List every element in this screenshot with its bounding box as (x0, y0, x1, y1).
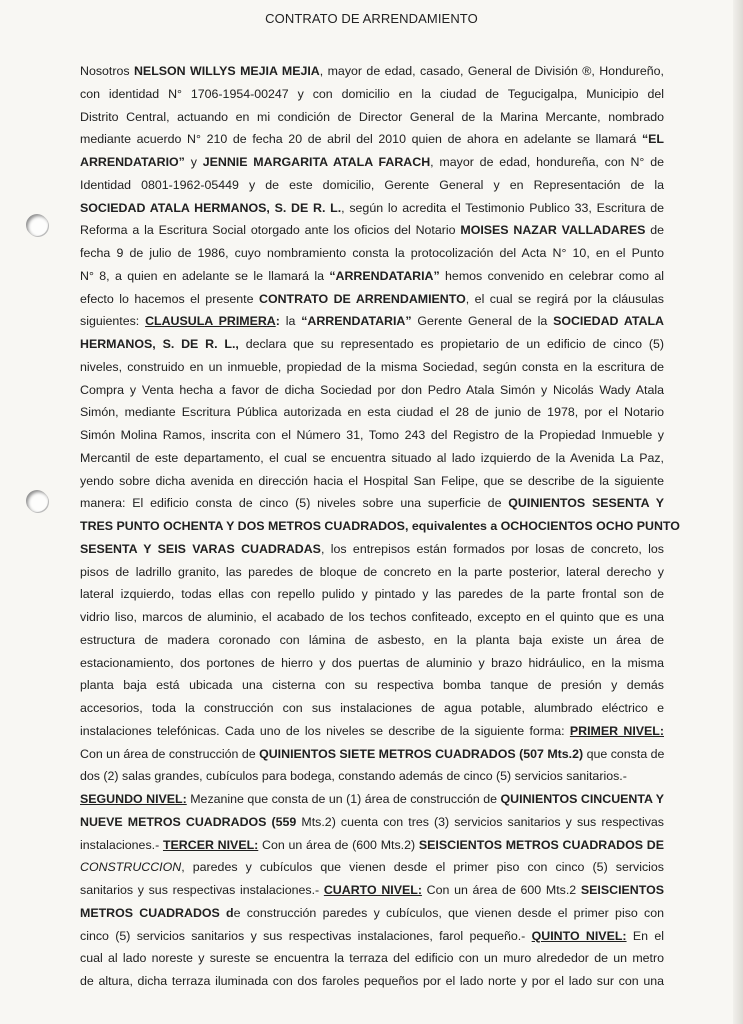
text-segment: “ARRENDATARIA” (329, 268, 440, 283)
text-line (80, 151, 664, 174)
text-segment: Nosotros (80, 64, 134, 78)
text-line (80, 720, 664, 743)
text-line (80, 401, 664, 424)
text-line (80, 765, 664, 788)
text-line (80, 970, 664, 993)
text-line (80, 629, 664, 652)
text-segment: y (184, 155, 203, 169)
text-segment: fecha 9 de julio de 1986, cuyo nombramiento consta la protocolización del Acta N° 10, en el Punto (80, 246, 664, 260)
text-line (80, 652, 664, 675)
text-line (80, 333, 664, 356)
text-line (80, 197, 664, 220)
text-line (80, 174, 664, 197)
text-segment: estructura de madera coronado con lámina de asbesto, en la planta baja existe un área de (80, 632, 664, 647)
text-line (80, 947, 664, 970)
text-segment: Identidad 0801-1962-05449 y de este domicilio, Gerente General y en Representación de la (80, 177, 664, 192)
text-segment: : (275, 314, 280, 329)
text-segment: Distrito Central, actuando en mi condición de Director General de la Marina Mercante, nombrado (80, 109, 664, 124)
text-segment: QUINIENTOS CINCUENTA Y (500, 792, 665, 806)
text-line (80, 83, 664, 106)
text-line (80, 925, 664, 948)
text-line (80, 310, 664, 333)
text-line (80, 561, 664, 584)
text-segment: Mezanine que consta de un (1) área de construcción de (186, 792, 501, 806)
text-segment: SESENTA Y SEIS VARAS CUADRADAS (80, 541, 321, 556)
text-segment: MOISES NAZAR VALLADARES (460, 223, 646, 238)
text-segment: NUEVE METROS CUADRADOS (559 (80, 814, 297, 829)
text-line (80, 242, 664, 265)
text-segment: Simón Molina Ramos, inscrita con el Número 31, Tomo 243 del Registro de la Propiedad Inmueble y (80, 428, 664, 442)
text-segment: CONTRATO DE ARRENDAMIENTO (259, 291, 466, 306)
text-segment: yendo sobre dicha avenida en dirección hacia el Hospital San Felipe, que se describe de la siguiente (80, 473, 664, 488)
text-line (80, 811, 664, 834)
text-line (80, 60, 664, 83)
punch-hole-top (26, 214, 48, 236)
text-segment: HERMANOS, S. DE R. L., (80, 337, 239, 351)
text-segment: , el cual se regirá por la cláusulas (465, 291, 664, 306)
text-line (80, 583, 664, 606)
text-segment: PRIMER NIVEL: (569, 723, 664, 738)
text-segment: En el (626, 928, 664, 943)
text-segment: la (279, 314, 302, 329)
text-segment: cual al lado noreste y sureste se encuentra la terraza del edificio con un muro alrededor de un metro (80, 951, 664, 966)
text-segment: Con un área de (600 Mts.2) (258, 837, 419, 852)
text-line (80, 902, 664, 925)
text-line (80, 219, 664, 242)
text-line (80, 743, 664, 766)
text-segment: e construcción paredes y cubículos, que vienen desde el primer piso con (233, 905, 665, 920)
text-segment: con identidad N° 1706-1954-00247 y con domicilio en la ciudad de Tegucigalpa, Municipio del (80, 86, 664, 101)
text-segment: sanitarios y sus respectivas instalaciones.- (80, 883, 324, 897)
text-segment: accesorios, toda la construcción con sus instalaciones de agua potable, alumbrado eléctrico e (80, 701, 664, 715)
text-segment: SOCIEDAD ATALA (553, 314, 664, 329)
text-segment: ARRENDATARIO” (80, 155, 185, 169)
text-segment: Con un área de 600 Mts.2 (421, 883, 581, 897)
text-segment: QUINTO NIVEL: (531, 928, 627, 943)
text-segment: dos (2) salas grandes, cubículos para bodega, constando además de cinco (5) servicios sanitarios.- (80, 769, 627, 784)
text-line (80, 538, 664, 561)
text-segment: CLAUSULA PRIMERA (145, 314, 276, 329)
text-segment: TRES PUNTO OCHENTA Y DOS METROS CUADRADOS, equivalentes a OCHOCIENTOS OCHO PUNTO (80, 519, 680, 533)
text-segment: niveles, construido en un inmueble, propiedad de la misma Sociedad, según consta en la escritura de (80, 359, 664, 374)
text-segment: cinco (5) servicios sanitarios y sus respectivas instalaciones, farol pequeño.- (80, 928, 532, 943)
text-line (80, 106, 664, 129)
text-line (80, 856, 664, 879)
text-segment: de (645, 223, 664, 238)
text-segment: CUARTO NIVEL: (323, 883, 422, 897)
text-line (80, 606, 664, 629)
text-line (80, 492, 664, 515)
text-segment: QUINIENTOS SIETE METROS CUADRADOS (507 Mts.2) (259, 746, 584, 761)
text-segment: METROS CUADRADOS d (80, 905, 234, 920)
text-segment: JENNIE MARGARITA ATALA FARACH (202, 155, 431, 169)
text-segment: , mayor de edad, casado, General de División ®, Hondureño, (319, 64, 664, 78)
text-segment: SEISCIENTOS METROS CUADRADOS DE (418, 837, 664, 852)
text-segment: instalaciones telefónicas. Cada uno de los niveles se describe de la siguiente forma: (80, 723, 570, 738)
text-line (80, 356, 664, 379)
page-edge-shadow (733, 0, 743, 1024)
text-segment: , los entrepisos están formados por losas de concreto, los (320, 541, 664, 556)
text-segment: N° 8, a quien en adelante se le llamará la (80, 268, 330, 283)
text-segment: Mts.2) cuenta con tres (3) servicios sanitarios y sus respectivas (296, 814, 664, 829)
text-segment: estacionamiento, dos portones de hierro y dos puertas de aluminio y brazo hidráulico, en la misma (80, 655, 664, 670)
text-line (80, 424, 664, 447)
text-segment: Gerente General de la (411, 314, 554, 329)
text-segment: SEGUNDO NIVEL: (80, 792, 187, 806)
text-segment: , según lo acredita el Testimonio Publico 33, Escritura de (341, 200, 664, 215)
text-line (80, 515, 680, 538)
text-segment: TERCER NIVEL: (162, 837, 259, 852)
text-segment: “EL (641, 132, 664, 147)
document-title: CONTRATO DE ARRENDAMIENTO (265, 11, 478, 26)
text-segment: instalaciones.- (80, 837, 163, 852)
text-line (80, 470, 664, 493)
text-line (80, 288, 664, 311)
text-segment: “ARRENDATARIA” (301, 314, 412, 329)
text-segment: Reforma a la Escritura Social otorgado ante los oficios del Notario (80, 223, 461, 238)
text-segment: vidrio liso, marcos de aluminio, el acabado de los techos confiteado, excepto en el quinto que es una (80, 610, 664, 624)
text-line (80, 379, 664, 402)
text-segment: NELSON WILLYS MEJIA MEJIA (133, 64, 320, 78)
text-segment: Mercantil de este departamento, el cual se encuentra situado al lado izquierdo de la Avenida La Paz, (80, 450, 664, 465)
text-segment: , paredes y cubículos que vienen desde el primer piso con cinco (5) servicios (181, 860, 664, 875)
text-segment: CONSTRUCCION (80, 860, 182, 875)
text-line (80, 447, 664, 470)
text-segment: de altura, dicha terraza iluminada con dos faroles pequeños por el lado norte y por el lado sur con una (80, 974, 664, 988)
text-line (80, 674, 664, 697)
text-line (80, 879, 664, 902)
text-line (80, 788, 664, 811)
text-segment: manera: El edificio consta de cinco (5) niveles sobre una superficie de (80, 496, 509, 511)
text-line (80, 128, 664, 151)
text-segment: mediante acuerdo N° 210 de fecha 20 de abril del 2010 quien de ahora en adelante se llamará (80, 132, 642, 147)
text-segment: siguientes: (80, 314, 146, 329)
text-segment: QUINIENTOS SESENTA Y (508, 496, 664, 511)
text-line (80, 834, 664, 857)
text-segment: lateral izquierdo, todas ellas con repello pulido y pintado y las paredes de la parte frontal son de (80, 587, 664, 602)
text-segment: Con un área de construcción de (80, 746, 260, 761)
text-segment: declara que su representado es propietario de un edificio de cinco (5) (238, 337, 664, 351)
punch-hole-bottom (26, 490, 48, 512)
text-segment: , mayor de edad, hondureña, con N° de (430, 155, 664, 169)
text-segment: hemos convenido en celebrar como al (439, 268, 664, 283)
text-segment: SEISCIENTOS (580, 883, 664, 897)
text-segment: efecto lo hacemos el presente (80, 291, 260, 306)
text-segment: planta baja está ubicada una cisterna con su respectiva bomba tanque de presión y demás (80, 678, 664, 693)
text-segment: Simón, mediante Escritura Pública autorizada en esta ciudad el 28 de junio de 1978, por el Notario (80, 405, 664, 420)
text-line (80, 697, 664, 720)
text-segment: que consta de (583, 746, 665, 761)
contract-body (80, 60, 680, 993)
text-segment: pisos de ladrillo granito, las paredes de bloque de concreto en la parte posterior, lateral derecho y (80, 564, 664, 579)
text-segment: SOCIEDAD ATALA HERMANOS, S. DE R. L. (80, 200, 342, 215)
text-line (80, 265, 664, 288)
text-segment: Compra y Venta hecha a favor de dicha Sociedad por don Pedro Atala Simón y Nicolás Wady Atala (80, 382, 664, 397)
